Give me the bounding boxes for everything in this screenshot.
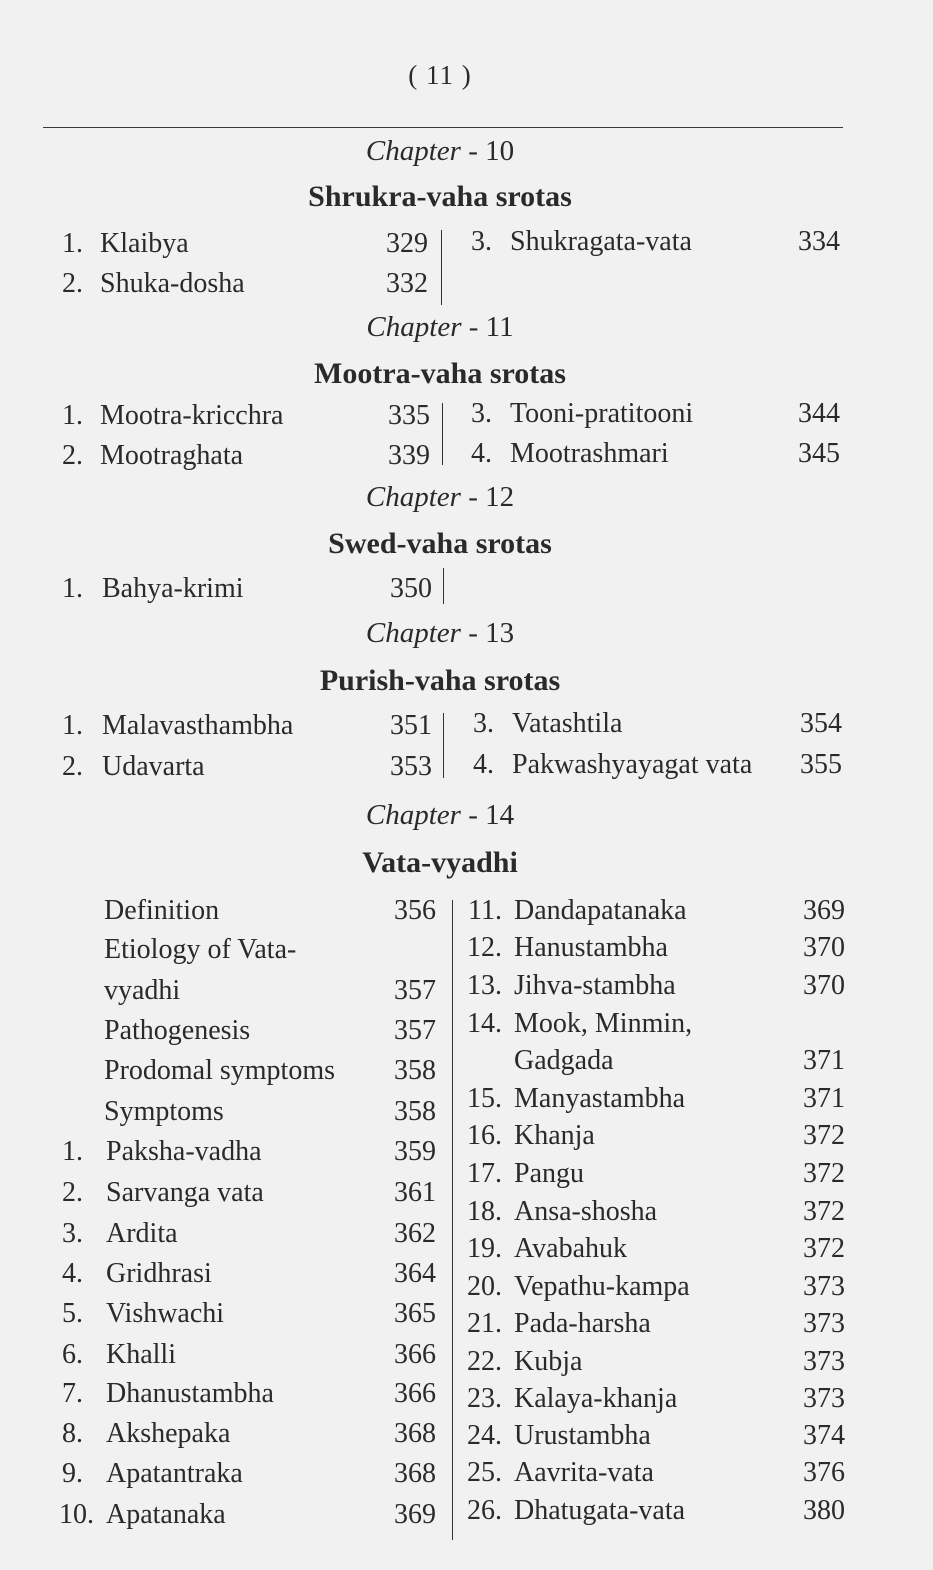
entry-label: Pakwashyayagat vata — [512, 749, 753, 780]
entry-label: Ansa-shosha — [514, 1196, 658, 1227]
entry-number: 13. — [467, 970, 502, 1001]
entry-page: 372 — [803, 1233, 845, 1264]
entry-page: 353 — [390, 751, 432, 782]
chapter-heading — [0, 135, 880, 168]
entry-label: Paksha-vadha — [106, 1136, 262, 1167]
entry-label: Udavarta — [102, 751, 205, 782]
entry-label: Aavrita-vata — [514, 1457, 654, 1488]
chapter-word: Chapter — [365, 135, 461, 167]
entry-label: Gadgada — [514, 1045, 614, 1076]
entry-label: Prodomal symptoms — [104, 1055, 336, 1086]
entry-label: Khalli — [106, 1339, 176, 1370]
entry-label: Urustambha — [514, 1420, 651, 1451]
entry-page: 372 — [803, 1158, 845, 1189]
entry-label: Manyastambha — [514, 1083, 686, 1114]
entry-page: 373 — [803, 1271, 845, 1302]
entry-page: 361 — [394, 1177, 436, 1208]
entry-page: 371 — [803, 1045, 845, 1076]
entry-number: 3. — [473, 708, 494, 739]
entry-label: Gridhrasi — [106, 1258, 212, 1289]
entry-number: 20. — [467, 1271, 502, 1302]
entry-page: 369 — [394, 1499, 436, 1530]
entry-number: 3. — [471, 226, 492, 257]
entry-page: 372 — [803, 1196, 845, 1227]
entry-number: 12. — [467, 932, 502, 963]
entry-number: 1. — [62, 1136, 83, 1167]
entry-number: 7. — [62, 1378, 83, 1409]
chapter-heading — [0, 311, 880, 344]
entry-label: Pangu — [514, 1158, 584, 1189]
entry-number: 5. — [62, 1298, 83, 1329]
entry-label: vyadhi — [104, 975, 181, 1006]
entry-number: 2. — [62, 1177, 83, 1208]
entry-page: 356 — [394, 895, 436, 926]
entry-number: 4. — [471, 438, 492, 469]
entry-page: 339 — [388, 440, 430, 471]
entry-label: Bahya-krimi — [102, 573, 244, 604]
entry-number: 22. — [467, 1346, 502, 1377]
entry-label: Shuka-dosha — [100, 268, 245, 299]
entry-label: Dhanustambha — [106, 1378, 274, 1409]
chapter-number: - 14 — [468, 799, 515, 831]
chapter-heading — [0, 617, 880, 650]
chapter-number: - 10 — [468, 135, 515, 167]
section-title: Shrukra-vaha srotas — [308, 180, 572, 213]
entry-label: Vatashtila — [512, 708, 623, 739]
entry-label: Pada-harsha — [514, 1308, 651, 1339]
entry-number: 1. — [62, 710, 83, 741]
entry-label: Kalaya-khanja — [514, 1383, 678, 1414]
entry-number: 9. — [62, 1458, 83, 1489]
chapter-number: - 11 — [468, 311, 514, 343]
entry-label: Kubja — [514, 1346, 583, 1377]
entry-label: Tooni-pratitooni — [510, 398, 694, 429]
entry-page: 376 — [803, 1457, 845, 1488]
entry-page: 332 — [386, 268, 428, 299]
entry-page: 335 — [388, 400, 430, 431]
entry-label: Avabahuk — [514, 1233, 627, 1264]
page-number: ( 11 ) — [408, 60, 472, 90]
entry-number: 6. — [62, 1339, 83, 1370]
chapter-heading — [0, 799, 880, 832]
entry-page: 357 — [394, 1015, 436, 1046]
entry-page: 368 — [394, 1418, 436, 1449]
entry-label: Etiology of Vata- — [104, 934, 297, 965]
column-divider — [442, 403, 443, 465]
section-title: Purish-vaha srotas — [319, 664, 561, 697]
entry-page: 345 — [798, 438, 840, 469]
entry-page: 368 — [394, 1458, 436, 1489]
entry-label: Definition — [104, 895, 220, 926]
entry-page: 362 — [394, 1218, 436, 1249]
entry-number: 2. — [62, 751, 83, 782]
chapter-number: - 12 — [468, 481, 515, 513]
entry-number: 3. — [62, 1218, 83, 1249]
column-divider — [443, 568, 444, 604]
section-title: Swed-vaha srotas — [328, 527, 552, 560]
chapter-word: Chapter — [366, 311, 462, 343]
entry-number: 17. — [467, 1158, 502, 1189]
entry-page: 366 — [394, 1378, 436, 1409]
entry-number: 21. — [467, 1308, 502, 1339]
section-title: Vata-vyadhi — [362, 846, 518, 879]
entry-number: 4. — [62, 1258, 83, 1289]
entry-page: 369 — [803, 895, 845, 926]
entry-number: 2. — [62, 268, 83, 299]
entry-number: 19. — [467, 1233, 502, 1264]
entry-page: 380 — [803, 1495, 845, 1526]
entry-page: 350 — [390, 573, 432, 604]
entry-page: 372 — [803, 1120, 845, 1151]
entry-page: 365 — [394, 1298, 436, 1329]
entry-page: 344 — [798, 398, 840, 429]
entry-page: 329 — [386, 228, 428, 259]
entry-label: Vepathu-kampa — [514, 1271, 690, 1302]
entry-label: Symptoms — [104, 1096, 224, 1127]
entry-label: Dandapatanaka — [514, 895, 687, 926]
entry-label: Mook, Minmin, — [514, 1008, 693, 1039]
entry-page: 355 — [800, 749, 842, 780]
entry-label: Akshepaka — [106, 1418, 231, 1449]
entry-number: 1. — [62, 400, 83, 431]
entry-label: Shukragata-vata — [510, 226, 692, 257]
entry-number: 11. — [468, 895, 502, 926]
entry-page: 358 — [394, 1096, 436, 1127]
entry-label: Mootrashmari — [510, 438, 669, 469]
entry-label: Apatantraka — [106, 1458, 243, 1489]
entry-number: 15. — [467, 1083, 502, 1114]
header-rule — [43, 127, 843, 128]
entry-page: 358 — [394, 1055, 436, 1086]
entry-page: 334 — [798, 226, 840, 257]
entry-number: 10. — [59, 1499, 94, 1530]
entry-number: 8. — [62, 1418, 83, 1449]
entry-label: Vishwachi — [106, 1298, 225, 1329]
entry-number: 26. — [467, 1495, 502, 1526]
entry-number: 25. — [467, 1457, 502, 1488]
entry-number: 3. — [471, 398, 492, 429]
entry-number: 18. — [467, 1196, 502, 1227]
entry-label: Klaibya — [100, 228, 189, 259]
entry-page: 370 — [803, 932, 845, 963]
chapter-heading — [0, 481, 880, 514]
entry-number: 2. — [62, 440, 83, 471]
entry-label: Sarvanga vata — [106, 1177, 264, 1208]
entry-page: 373 — [803, 1346, 845, 1377]
entry-label: Apatanaka — [106, 1499, 226, 1530]
entry-number: 4. — [473, 749, 494, 780]
column-divider — [441, 230, 442, 305]
entry-label: Mootra-kricchra — [100, 400, 284, 431]
entry-number: 14. — [467, 1008, 502, 1039]
chapter-word: Chapter — [365, 799, 461, 831]
entry-label: Malavasthambha — [102, 710, 294, 741]
entry-page: 351 — [390, 710, 432, 741]
section-title: Mootra-vaha srotas — [314, 357, 566, 390]
entry-number: 16. — [467, 1120, 502, 1151]
entry-page: 366 — [394, 1339, 436, 1370]
entry-page: 373 — [803, 1383, 845, 1414]
entry-page: 371 — [803, 1083, 845, 1114]
entry-label: Hanustambha — [514, 932, 668, 963]
entry-number: 23. — [467, 1383, 502, 1414]
entry-page: 357 — [394, 975, 436, 1006]
chapter-number: - 13 — [468, 617, 515, 649]
entry-page: 370 — [803, 970, 845, 1001]
entry-number: 1. — [62, 573, 83, 604]
entry-page: 359 — [394, 1136, 436, 1167]
entry-label: Pathogenesis — [104, 1015, 251, 1046]
entry-number: 1. — [62, 228, 83, 259]
entry-label: Dhatugata-vata — [514, 1495, 686, 1526]
entry-label: Khanja — [514, 1120, 595, 1151]
entry-page: 364 — [394, 1258, 436, 1289]
chapter-word: Chapter — [365, 617, 461, 649]
entry-page: 373 — [803, 1308, 845, 1339]
entry-label: Ardita — [106, 1218, 178, 1249]
column-divider — [443, 713, 444, 778]
entry-page: 354 — [800, 708, 842, 739]
entry-label: Jihva-stambha — [514, 970, 676, 1001]
entry-number: 24. — [467, 1420, 502, 1451]
entry-page: 374 — [803, 1420, 845, 1451]
chapter-word: Chapter — [365, 481, 461, 513]
entry-label: Mootraghata — [100, 440, 244, 471]
